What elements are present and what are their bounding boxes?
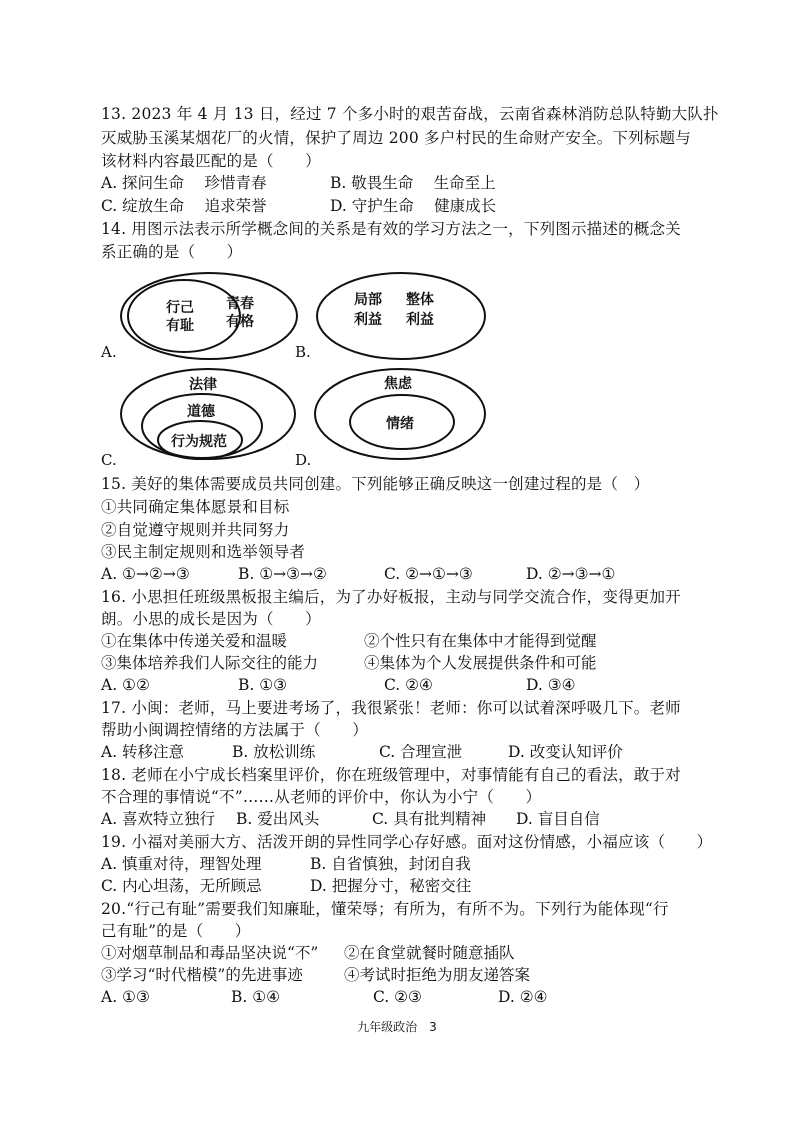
q16-option-c: C. ②④ xyxy=(384,676,433,694)
q20-item-3: ③学习“时代楷模”的先进事迹 xyxy=(101,966,303,984)
q20-item-4: ④考试时拒绝为朋友递答案 xyxy=(344,966,531,984)
q13-stem-line2: 灭威胁玉溪某烟花厂的火情，保护了周边 200 多户村民的生命财产安全。下列标题与 xyxy=(101,129,691,147)
q15-item-2: ②自觉遵守规则并共同努力 xyxy=(101,521,290,539)
q17-option-b: B. 放松训练 xyxy=(232,743,316,761)
q19-option-c: C. 内心坦荡，无所顾忌 xyxy=(101,877,262,895)
q20-item-1: ①对烟草制品和毒品坚决说“不” xyxy=(101,944,319,962)
q14-diagram-a xyxy=(118,270,300,362)
q14-d-inner: 情绪 xyxy=(386,416,414,432)
q19-option-d: D. 把握分寸，秘密交往 xyxy=(310,877,472,895)
q20-stem-line1: 20.“行己有耻”需要我们知廉耻，懂荣辱；有所为，有所不为。下列行为能体现“行 xyxy=(101,900,669,918)
q14-c-outer: 法律 xyxy=(189,377,217,393)
q13-option-d: D. 守护生命 健康成长 xyxy=(330,197,497,215)
q14-d-outer: 焦虑 xyxy=(384,376,412,392)
q14-c-middle: 道德 xyxy=(187,404,215,420)
q18-stem-line1: 18. 老师在小宁成长档案里评价，你在班级管理中，对事情能有自己的看法，敢于对 xyxy=(101,766,681,784)
q18-option-b: B. 爱出风头 xyxy=(236,810,320,828)
q14-b-right-top: 整体 xyxy=(406,292,434,308)
q20-option-c: C. ②③ xyxy=(373,988,422,1006)
q18-option-a: A. 喜欢特立独行 xyxy=(101,810,216,828)
q18-option-d: D. 盲目自信 xyxy=(516,810,600,828)
q20-option-a: A. ①③ xyxy=(101,988,150,1006)
q14-diagram-d xyxy=(312,366,488,462)
q16-option-a: A. ①② xyxy=(101,676,150,694)
q16-item-1: ①在集体中传递关爱和温暖 xyxy=(101,632,288,650)
q14-c-inner: 行为规范 xyxy=(171,434,227,450)
q14-diagram-c xyxy=(118,366,298,462)
q16-stem-line1: 16. 小思担任班级黑板报主编后，为了办好板报，主动与同学交流合作，变得更加开 xyxy=(101,588,681,606)
q17-stem-line2: 帮助小闽调控情绪的方法属于（ ） xyxy=(101,721,368,739)
q19-option-b: B. 自省慎独，封闭自我 xyxy=(310,855,471,873)
q16-item-2: ②个性只有在集体中才能得到觉醒 xyxy=(364,632,597,650)
q15-option-d: D. ②→③→① xyxy=(526,565,616,583)
q14-diagram-d-label: D. xyxy=(295,451,312,469)
q14-a-outer-top: 青春 xyxy=(226,296,254,312)
q20-item-2: ②在食堂就餐时随意插队 xyxy=(344,944,515,962)
q19-option-a: A. 慎重对待，理智处理 xyxy=(101,855,262,873)
q16-option-b: B. ①③ xyxy=(238,676,288,694)
q14-a-outer-bottom: 有格 xyxy=(226,314,254,330)
q15-item-3: ③民主制定规则和选举领导者 xyxy=(101,543,306,561)
q15-option-a: A. ①→②→③ xyxy=(101,565,190,583)
q14-a-inner-bottom: 有耻 xyxy=(166,318,194,334)
q14-b-left-top: 局部 xyxy=(354,292,382,308)
q17-stem-line1: 17. 小闽：老师，马上要进考场了，我很紧张！老师：你可以试着深呼吸几下。老师 xyxy=(101,699,681,717)
q17-option-c: C. 合理宣泄 xyxy=(379,743,463,761)
q15-item-1: ①共同确定集体愿景和目标 xyxy=(101,498,290,516)
q13-option-a: A. 探问生命 珍惜青春 xyxy=(101,174,267,192)
q16-stem-line2: 朗。小思的成长是因为（ ） xyxy=(101,610,321,628)
q15-option-c: C. ②→①→③ xyxy=(384,565,473,583)
q14-a-inner-top: 行己 xyxy=(166,300,194,316)
q13-stem-line1: 13. 2023 年 4 月 13 日，经过 7 个多小时的艰苦奋战，云南省森林消防总队特勤大队扑 xyxy=(101,105,719,123)
q19-stem-line1: 19. 小福对美丽大方、活泼开朗的异性同学心存好感。面对这份情感，小福应该（ ） xyxy=(101,833,713,851)
q16-option-d: D. ③④ xyxy=(526,676,576,694)
q14-diagram-b-label: B. xyxy=(295,343,311,361)
q15-stem-line1: 15. 美好的集体需要成员共同创建。下列能够正确反映这一创建过程的是（ ） xyxy=(101,475,650,493)
q20-option-b: B. ①④ xyxy=(231,988,281,1006)
q14-b-left-bottom: 利益 xyxy=(354,312,382,328)
q16-item-4: ④集体为个人发展提供条件和可能 xyxy=(364,654,597,672)
q14-diagram-a-label: A. xyxy=(101,343,117,361)
q17-option-a: A. 转移注意 xyxy=(101,743,185,761)
q16-item-3: ③集体培养我们人际交往的能力 xyxy=(101,654,319,672)
q20-option-d: D. ②④ xyxy=(498,988,548,1006)
q15-option-b: B. ①→③→② xyxy=(238,565,327,583)
q17-option-d: D. 改变认知评价 xyxy=(508,743,623,761)
q13-stem-line3: 该材料内容最匹配的是（ ） xyxy=(101,152,321,170)
q14-stem-line1: 14. 用图示法表示所学概念间的关系是有效的学习方法之一，下列图示描述的概念关 xyxy=(101,220,681,238)
q20-stem-line2: 己有耻”的是（ ） xyxy=(101,922,251,940)
q14-diagram-b xyxy=(314,270,488,362)
q14-b-right-bottom: 利益 xyxy=(406,312,434,328)
q13-option-b: B. 敬畏生命 生命至上 xyxy=(330,174,496,192)
q18-stem-line2: 不合理的事情说“不”……从老师的评价中，你认为小宁（ ） xyxy=(101,788,542,806)
page-footer: 九年级政治 3 xyxy=(357,1020,437,1034)
q14-diagram-c-label: C. xyxy=(101,451,117,469)
q13-option-c: C. 绽放生命 追求荣誉 xyxy=(101,197,267,215)
q14-stem-line2: 系正确的是（ ） xyxy=(101,243,243,261)
q18-option-c: C. 具有批判精神 xyxy=(372,810,487,828)
